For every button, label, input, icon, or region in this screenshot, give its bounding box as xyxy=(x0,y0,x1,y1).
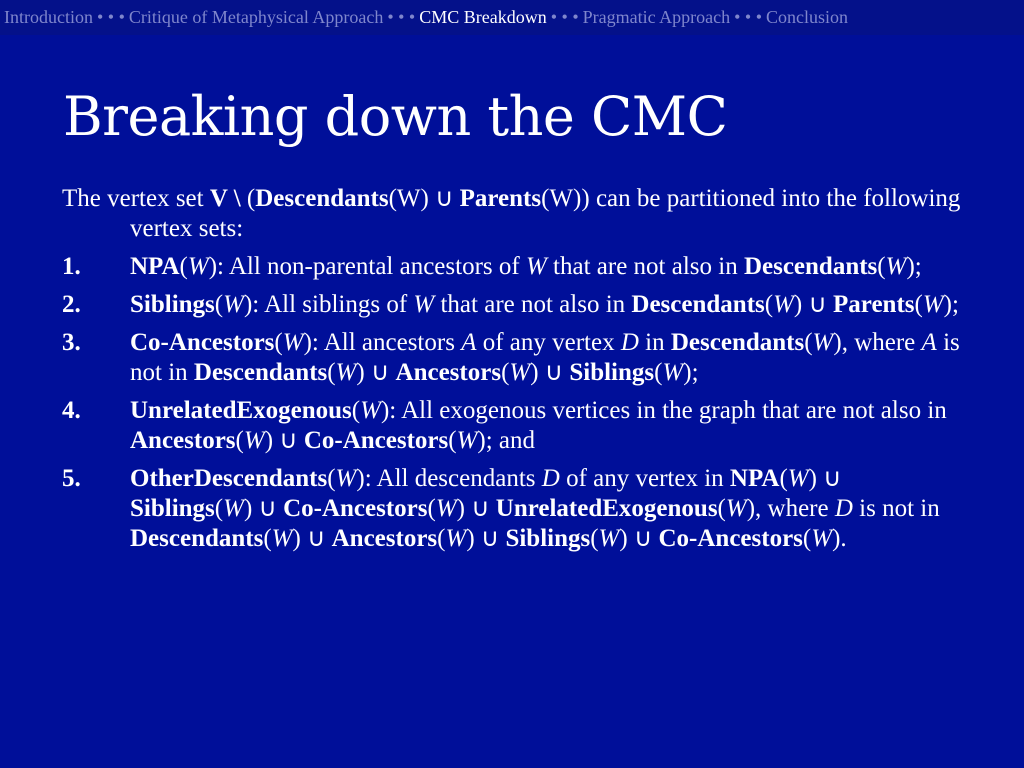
nav-item-conclusion[interactable]: Conclusion xyxy=(766,7,849,27)
nav-item-pragmatic[interactable]: Pragmatic Approach xyxy=(582,7,731,27)
list-item: 2. Siblings(W): All siblings of W that are not also in Descendants(W) ∪ Parents(W); xyxy=(62,291,959,318)
slide-body xyxy=(62,184,962,562)
nav-separator: • • • xyxy=(96,7,125,27)
partition-list xyxy=(62,252,962,554)
list-item: 5. OtherDescendants(W): All descendants D of any vertex in NPA(W) ∪ Siblings(W) ∪ Co-Ancestors(W) ∪ UnrelatedExogenous(W), where D is not in Descendants(W) ∪ Ancestors(W) ∪ Siblings(W) ∪ Co-Ancestors(W). xyxy=(62,465,940,552)
nav-item-cmc-breakdown[interactable]: CMC Breakdown xyxy=(419,7,547,27)
section-navbar xyxy=(0,0,1024,35)
list-item: 3. Co-Ancestors(W): All ancestors A of any vertex D in Descendants(W), where A is not in Descendants(W) ∪ Ancestors(W) ∪ Siblings(W); xyxy=(62,329,960,386)
intro-paragraph: The vertex set V \ (Descendants(W) ∪ Parents(W)) can be partitioned into the following vertex sets: xyxy=(62,185,961,242)
nav-item-critique[interactable]: Critique of Metaphysical Approach xyxy=(128,7,384,27)
list-item: 4. UnrelatedExogenous(W): All exogenous vertices in the graph that are not also in Ancestors(W) ∪ Co-Ancestors(W); and xyxy=(62,397,947,454)
nav-separator: • • • xyxy=(550,7,579,27)
nav-item-introduction[interactable]: Introduction xyxy=(4,7,93,27)
list-item: 1. NPA(W): All non-parental ancestors of W that are not also in Descendants(W); xyxy=(62,253,922,280)
slide-title: Breaking down the CMC xyxy=(63,85,728,148)
nav-separator: • • • xyxy=(387,7,416,27)
nav-separator: • • • xyxy=(734,7,763,27)
